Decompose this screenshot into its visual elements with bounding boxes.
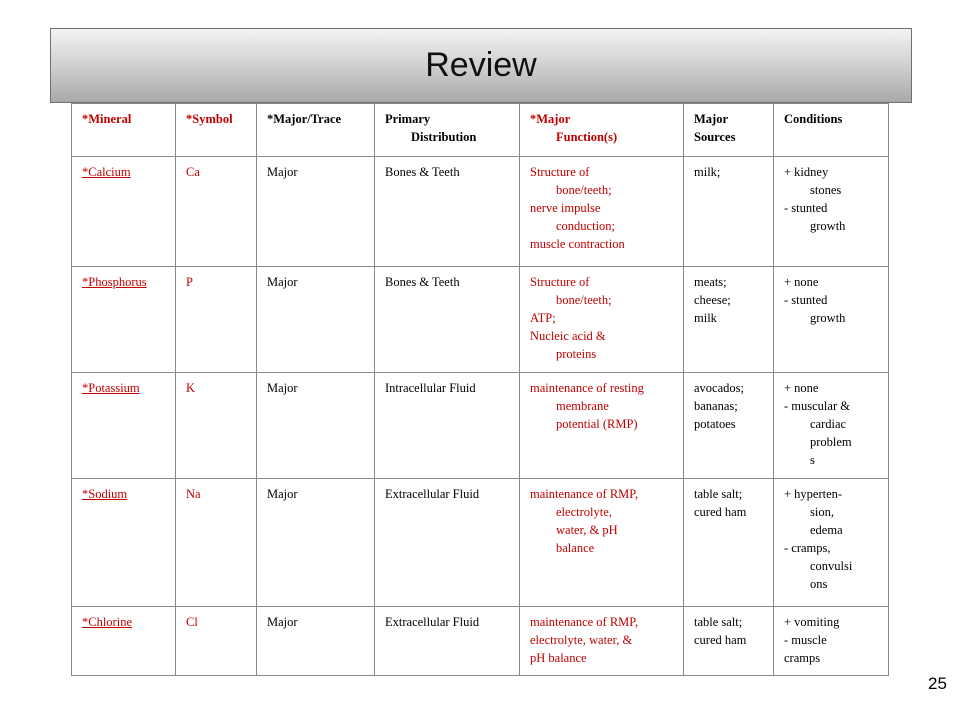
function-line: Nucleic acid & bbox=[530, 329, 606, 343]
conditions-line: + none bbox=[784, 381, 819, 395]
function-line: maintenance of resting bbox=[530, 381, 644, 395]
page-title: Review bbox=[425, 46, 537, 84]
header-sources bbox=[684, 104, 774, 157]
mineral-link[interactable]: *Chlorine bbox=[82, 615, 132, 629]
table-row bbox=[72, 607, 889, 676]
cell-distribution: Bones & Teeth bbox=[375, 267, 520, 373]
conditions-line: growth bbox=[810, 219, 846, 233]
header-function-line2: Function(s) bbox=[556, 130, 618, 144]
cell-function bbox=[520, 157, 684, 267]
cell-function bbox=[520, 373, 684, 479]
cell-conditions bbox=[774, 267, 889, 373]
cell-conditions bbox=[774, 157, 889, 267]
conditions-line: - stunted bbox=[784, 293, 828, 307]
mineral-link[interactable]: *Sodium bbox=[82, 487, 128, 501]
function-line: ATP; bbox=[530, 311, 556, 325]
cell-function bbox=[520, 267, 684, 373]
conditions-line: s bbox=[810, 453, 815, 467]
function-line: potential (RMP) bbox=[556, 417, 638, 431]
cell-mineral bbox=[72, 267, 176, 373]
header-function-line1: *Major bbox=[530, 112, 571, 126]
header-sources-line1: Major bbox=[694, 112, 729, 126]
cell-distribution: Bones & Teeth bbox=[375, 157, 520, 267]
conditions-line: - muscular & bbox=[784, 399, 850, 413]
function-line: maintenance of RMP, bbox=[530, 487, 638, 501]
conditions-line: + none bbox=[784, 275, 819, 289]
conditions-line: edema bbox=[810, 523, 843, 537]
sources-line: cured ham bbox=[694, 633, 747, 647]
header-distribution-line1: Primary bbox=[385, 112, 431, 126]
function-line: maintenance of RMP, bbox=[530, 615, 638, 629]
function-line: electrolyte, bbox=[556, 505, 612, 519]
cell-symbol: K bbox=[176, 373, 257, 479]
header-function bbox=[520, 104, 684, 157]
cell-distribution: Intracellular Fluid bbox=[375, 373, 520, 479]
header-distribution-line2: Distribution bbox=[411, 130, 477, 144]
function-line: pH balance bbox=[530, 651, 587, 665]
cell-symbol: P bbox=[176, 267, 257, 373]
conditions-line: - stunted bbox=[784, 201, 828, 215]
function-line: bone/teeth; bbox=[556, 183, 612, 197]
cell-mineral bbox=[72, 373, 176, 479]
conditions-line: cardiac bbox=[810, 417, 847, 431]
cell-mineral bbox=[72, 607, 176, 676]
table-row bbox=[72, 479, 889, 607]
conditions-line: stones bbox=[810, 183, 842, 197]
conditions-line: ons bbox=[810, 577, 828, 591]
conditions-line: growth bbox=[810, 311, 846, 325]
sources-line: bananas; bbox=[694, 399, 738, 413]
conditions-line: convulsi bbox=[810, 559, 853, 573]
mineral-link[interactable]: *Calcium bbox=[82, 165, 131, 179]
function-line: Structure of bbox=[530, 275, 590, 289]
cell-major-trace: Major bbox=[257, 607, 375, 676]
conditions-line: sion, bbox=[810, 505, 834, 519]
cell-sources bbox=[684, 373, 774, 479]
cell-mineral bbox=[72, 479, 176, 607]
sources-line: cheese; bbox=[694, 293, 731, 307]
cell-conditions bbox=[774, 373, 889, 479]
function-line: proteins bbox=[556, 347, 597, 361]
table-row bbox=[72, 373, 889, 479]
cell-sources bbox=[684, 607, 774, 676]
conditions-line: + hyperten- bbox=[784, 487, 843, 501]
sources-line: potatoes bbox=[694, 417, 736, 431]
conditions-line: problem bbox=[810, 435, 852, 449]
conditions-line: - cramps, bbox=[784, 541, 831, 555]
sources-line: milk; bbox=[694, 165, 721, 179]
cell-major-trace: Major bbox=[257, 479, 375, 607]
header-sources-line2: Sources bbox=[694, 130, 736, 144]
header-conditions: Conditions bbox=[774, 104, 889, 157]
cell-symbol: Cl bbox=[176, 607, 257, 676]
table-header-row bbox=[72, 104, 889, 157]
title-banner bbox=[50, 28, 912, 103]
header-major-trace: *Major/Trace bbox=[257, 104, 375, 157]
header-symbol: *Symbol bbox=[176, 104, 257, 157]
cell-conditions bbox=[774, 479, 889, 607]
conditions-line: + vomiting bbox=[784, 615, 840, 629]
mineral-link[interactable]: *Potassium bbox=[82, 381, 140, 395]
function-line: balance bbox=[556, 541, 595, 555]
cell-conditions bbox=[774, 607, 889, 676]
conditions-line: - muscle bbox=[784, 633, 827, 647]
page-number: 25 bbox=[928, 674, 947, 693]
function-line: conduction; bbox=[556, 219, 616, 233]
cell-major-trace: Major bbox=[257, 157, 375, 267]
sources-line: meats; bbox=[694, 275, 727, 289]
cell-symbol: Ca bbox=[176, 157, 257, 267]
table-row bbox=[72, 157, 889, 267]
cell-sources bbox=[684, 267, 774, 373]
table-body bbox=[72, 157, 889, 676]
function-line: electrolyte, water, & bbox=[530, 633, 633, 647]
function-line: Structure of bbox=[530, 165, 590, 179]
conditions-line: cramps bbox=[784, 651, 821, 665]
conditions-line: + kidney bbox=[784, 165, 829, 179]
function-line: nerve impulse bbox=[530, 201, 601, 215]
function-line: bone/teeth; bbox=[556, 293, 612, 307]
header-distribution bbox=[375, 104, 520, 157]
function-line: water, & pH bbox=[556, 523, 618, 537]
cell-mineral bbox=[72, 157, 176, 267]
sources-line: milk bbox=[694, 311, 717, 325]
sources-line: table salt; bbox=[694, 487, 743, 501]
header-mineral: *Mineral bbox=[72, 104, 176, 157]
cell-distribution: Extracellular Fluid bbox=[375, 607, 520, 676]
cell-major-trace: Major bbox=[257, 373, 375, 479]
cell-function bbox=[520, 607, 684, 676]
sources-line: avocados; bbox=[694, 381, 744, 395]
mineral-review-table bbox=[71, 103, 889, 676]
mineral-link[interactable]: *Phosphorus bbox=[82, 275, 147, 289]
cell-symbol: Na bbox=[176, 479, 257, 607]
function-line: muscle contraction bbox=[530, 237, 625, 251]
cell-distribution: Extracellular Fluid bbox=[375, 479, 520, 607]
table-row bbox=[72, 267, 889, 373]
cell-sources bbox=[684, 479, 774, 607]
sources-line: table salt; bbox=[694, 615, 743, 629]
sources-line: cured ham bbox=[694, 505, 747, 519]
cell-sources bbox=[684, 157, 774, 267]
cell-major-trace: Major bbox=[257, 267, 375, 373]
cell-function bbox=[520, 479, 684, 607]
function-line: membrane bbox=[556, 399, 609, 413]
